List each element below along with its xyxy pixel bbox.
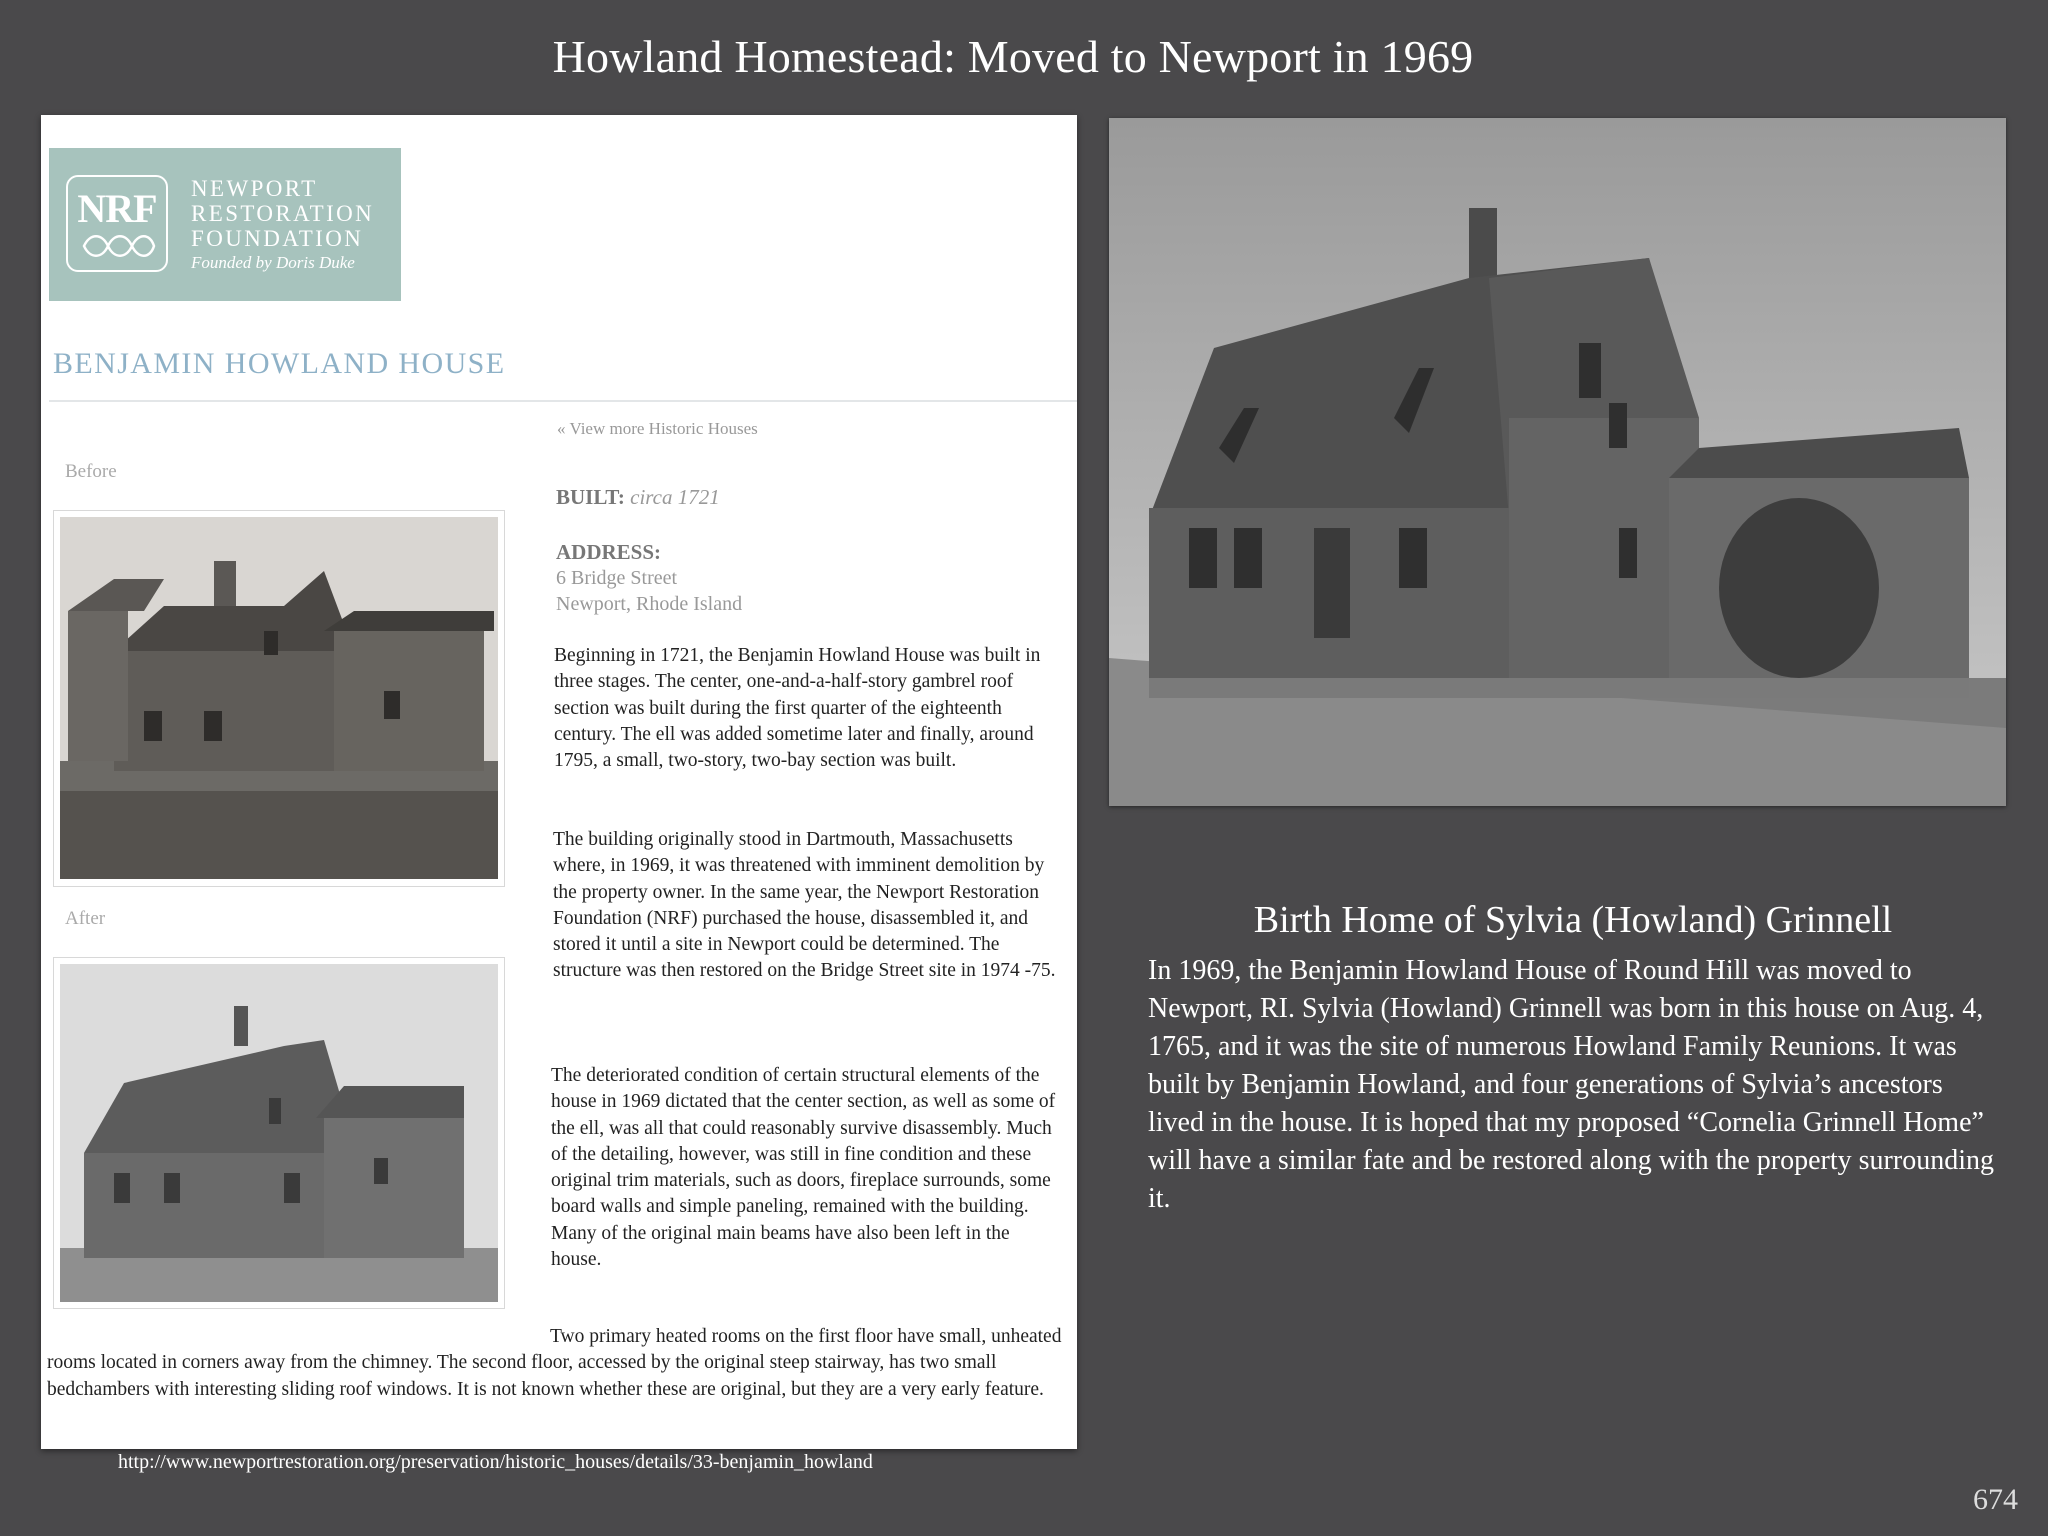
- built-value: circa 1721: [630, 485, 720, 509]
- address-line: 6 Bridge Street: [556, 567, 678, 589]
- logo-name-line: RESTORATION: [191, 201, 375, 226]
- source-url[interactable]: http://www.newportrestoration.org/preservation/historic_houses/details/33-benjamin_howland: [118, 1451, 873, 1473]
- before-label: Before: [65, 461, 117, 482]
- logo-monogram: NRF: [77, 186, 157, 231]
- address-value: [556, 565, 742, 617]
- before-photo: [53, 510, 505, 887]
- house-title: BENJAMIN HOWLAND HOUSE: [53, 347, 506, 380]
- after-label: After: [65, 908, 106, 929]
- document-scan: [41, 115, 1077, 1449]
- page-number: 674: [1973, 1483, 2018, 1516]
- nrf-logo: [49, 148, 401, 301]
- after-photo: [53, 957, 505, 1309]
- built-label: BUILT:: [556, 485, 625, 509]
- view-more-link[interactable]: « View more Historic Houses: [557, 419, 758, 438]
- caption-body: In 1969, the Benjamin Howland House of Round Hill was moved to Newport, RI. Sylvia (Howland) Grinnell was born in this house on Aug. 4, 1765, and it was the site of numerous Howland Family Reunions. It was built by Benjamin Howland, and four generations of Sylvia’s ancestors lived in the house. It is hoped that my proposed “Cornelia Grinnell Home” will have a similar fate and be restored along with the property surrounding it.: [1148, 955, 1994, 1214]
- description-paragraph: Beginning in 1721, the Benjamin Howland House was built in three stages. The center, one-and-a-half-story gambrel roof section was built during the first quarter of the eighteenth century. The ell was added sometime later and finally, around 1795, a small, two-story, two-bay section was built.: [554, 645, 1041, 772]
- description-paragraph: The building originally stood in Dartmouth, Massachusetts where, in 1969, it was threatened with imminent demolition by the property owner. In the same year, the Newport Restoration Foundation (NRF) purchased the house, disassembled it, and stored it until a site in Newport could be determined. The structure was then restored on the Bridge Street site in 1974 -75.: [553, 829, 1056, 982]
- caption-title: Birth Home of Sylvia (Howland) Grinnell: [1253, 899, 1893, 941]
- logo-name-line: FOUNDATION: [191, 226, 364, 251]
- house-photo: [1109, 118, 2006, 806]
- built-field: [556, 485, 720, 510]
- description-paragraph: The deteriorated condition of certain structural elements of the house in 1969 dictated that the center section, as well as some of the ell, was all that could reasonably survive disassembly. Much of the detailing, however, was still in fine condition and these original trim materials, such as doors, fireplace surrounds, some board walls and simple paneling, remained with the building. Many of the original main beams have also been left in the house.: [551, 1065, 1056, 1271]
- logo-tagline: Founded by Doris Duke: [191, 253, 355, 272]
- logo-name: [191, 176, 374, 251]
- address-label: ADDRESS:: [556, 540, 662, 564]
- address-line: Newport, Rhode Island: [556, 593, 743, 615]
- divider: [49, 400, 1077, 402]
- slide-title: Howland Homestead: Moved to Newport in 1969: [552, 31, 1474, 82]
- knot-icon: [80, 231, 158, 261]
- description-paragraph: Two primary heated rooms on the first floor have small, unheated rooms located in corners away from the chimney. The second floor, accessed by the original steep stairway, has two small bedchambers with interesting sliding roof windows. It is not known whether these are original, but they are a very early feature.: [47, 1326, 1062, 1400]
- nrf-emblem: [66, 175, 168, 272]
- logo-name-line: NEWPORT: [191, 176, 318, 201]
